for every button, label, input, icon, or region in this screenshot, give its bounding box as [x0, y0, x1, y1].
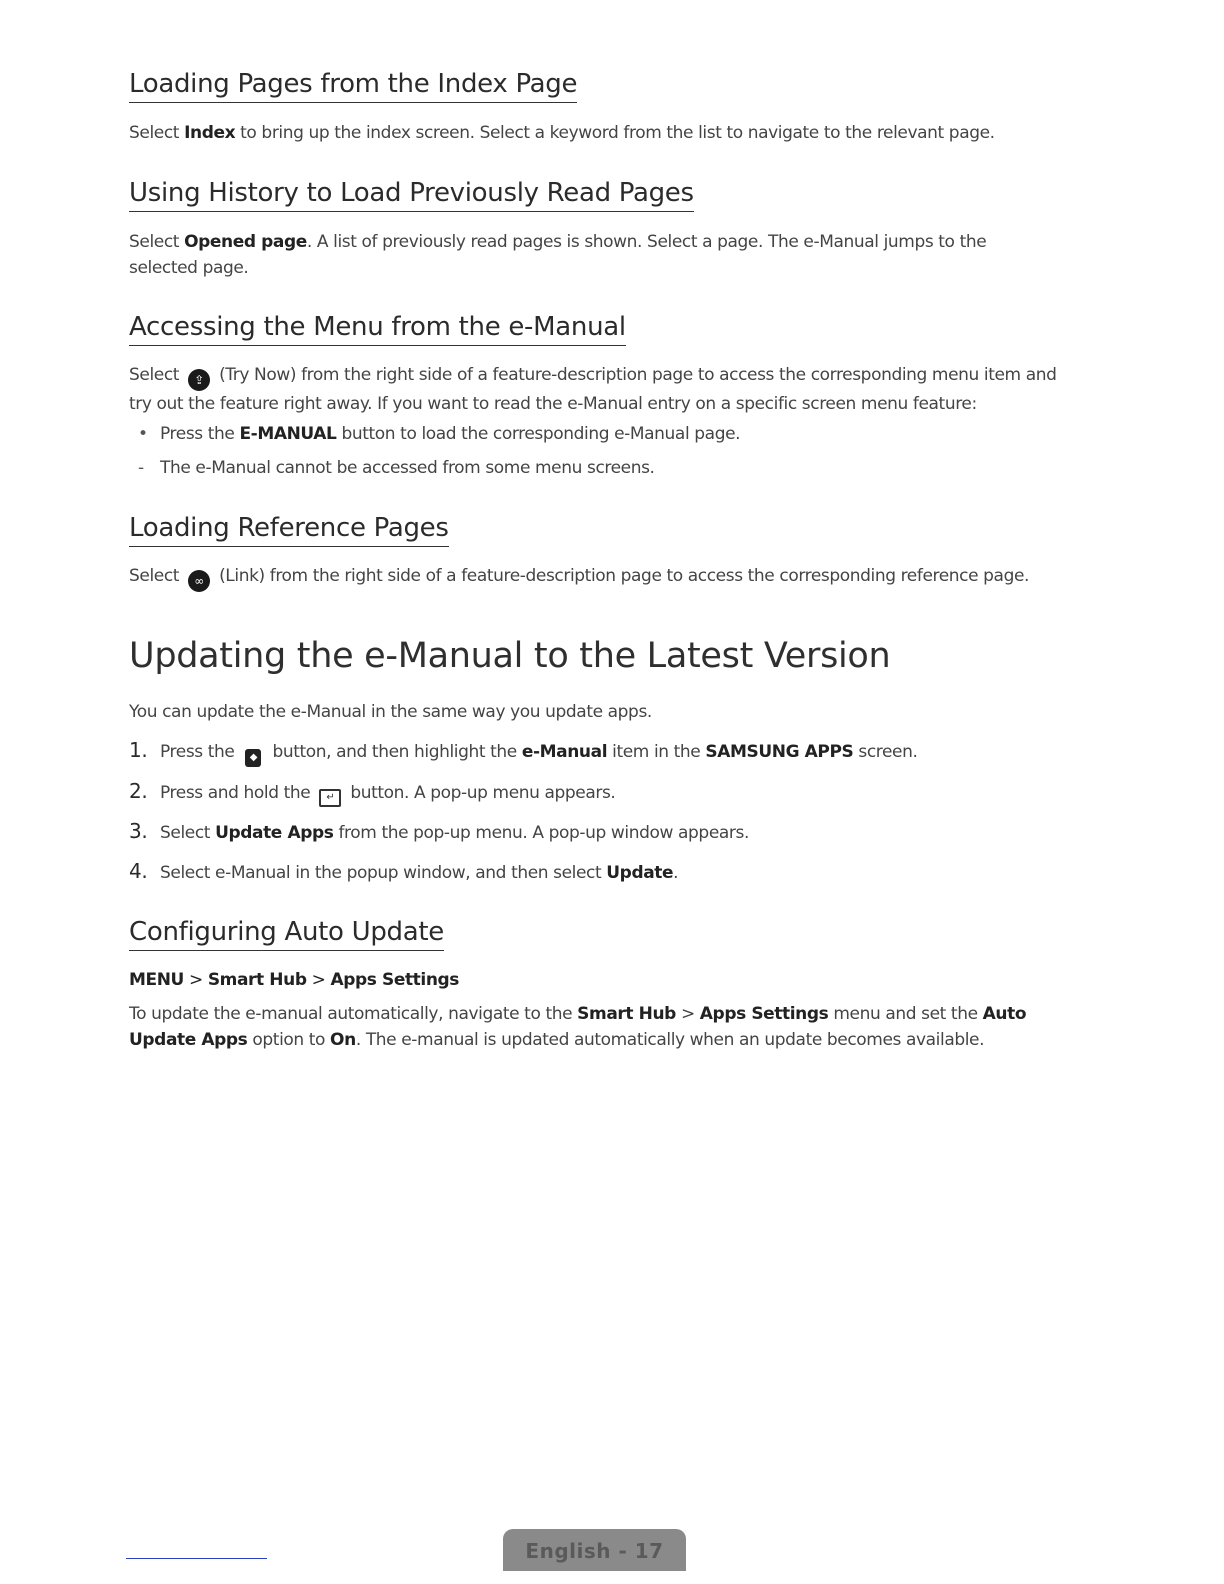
section-title-auto-update: Configuring Auto Update [129, 916, 444, 951]
menu-paragraph: Select ⇪ (Try Now) from the right side of a feature-description page to access the corresponding menu item and try out the feature right away. If you want to read the e-Manual entry on a specific screen menu feature: [129, 365, 1057, 414]
menu-note: - The e-Manual cannot be accessed from some menu screens. [138, 458, 655, 478]
menu-path: MENU > Smart Hub > Apps Settings [129, 970, 460, 990]
step-2: 2. Press and hold the ↵ button. A pop-up menu appears. [129, 778, 615, 807]
history-paragraph: Select Opened page. A list of previously read pages is shown. Select a page. The e-Manual jumps to the selected page. [129, 232, 987, 278]
smart-hub-icon: ◆ [245, 749, 261, 767]
page-number-badge: English - 17 [503, 1529, 686, 1571]
updating-intro: You can update the e-Manual in the same way you update apps. [129, 702, 652, 722]
step-3: 3. Select Update Apps from the pop-up menu. A pop-up window appears. [129, 819, 749, 843]
step-1: 1. Press the ◆ button, and then highlight the e-Manual item in the SAMSUNG APPS screen. [129, 737, 917, 767]
chapter-title-updating: Updating the e-Manual to the Latest Version [129, 636, 891, 676]
step-4: 4. Select e-Manual in the popup window, and then select Update. [129, 859, 679, 883]
footer-rule [126, 1558, 267, 1559]
enter-icon: ↵ [319, 789, 341, 807]
link-icon: ∞ [188, 570, 210, 592]
auto-update-paragraph: To update the e-manual automatically, navigate to the Smart Hub > Apps Settings menu and set the Auto Update Apps option to On. The e-manual is updated automatically when an update becomes available. [129, 1004, 1027, 1050]
section-title-menu: Accessing the Menu from the e-Manual [129, 311, 626, 346]
try-now-icon: ⇪ [188, 369, 210, 391]
menu-bullet-item: • Press the E-MANUAL button to load the corresponding e-Manual page. [138, 424, 741, 444]
index-paragraph: Select Index to bring up the index screen. Select a keyword from the list to navigate to the relevant page. [129, 123, 995, 143]
section-title-reference: Loading Reference Pages [129, 512, 449, 547]
section-title-index: Loading Pages from the Index Page [129, 68, 577, 103]
section-title-history: Using History to Load Previously Read Pages [129, 177, 694, 212]
reference-paragraph: Select ∞ (Link) from the right side of a feature-description page to access the corresponding reference page. [129, 563, 1064, 592]
